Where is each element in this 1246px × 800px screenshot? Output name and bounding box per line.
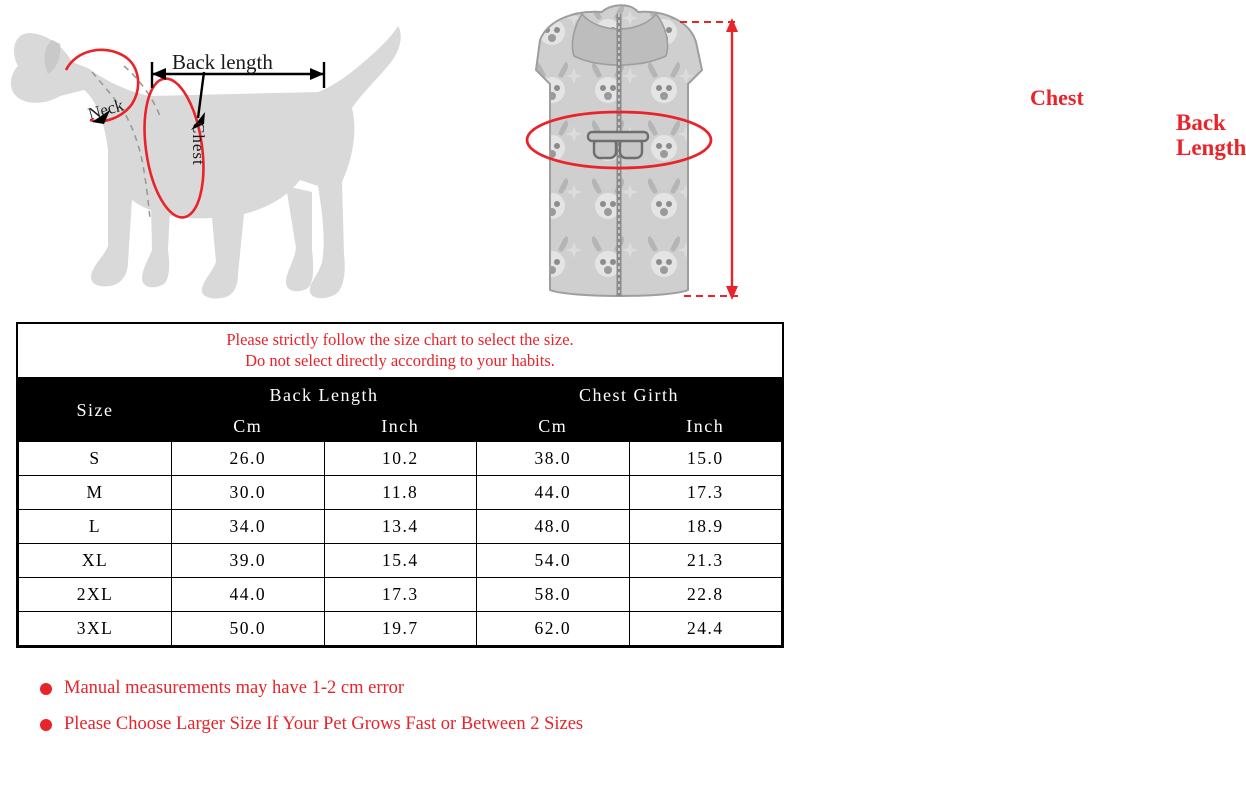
cell-chest-inch: 18.9 [629,510,782,544]
cell-back-inch: 11.8 [324,476,477,510]
cell-chest-inch: 24.4 [629,612,782,646]
cell-back-cm: 39.0 [172,544,325,578]
table-row [19,476,782,510]
vest-diagram [470,0,1246,318]
cell-chest-inch: 17.3 [629,476,782,510]
cell-chest-inch: 22.8 [629,578,782,612]
table-row [19,510,782,544]
dog-silhouette-svg [0,0,470,318]
cell-back-cm: 34.0 [172,510,325,544]
cell-chest-inch: 21.3 [629,544,782,578]
footnotes [16,676,784,748]
footnote-text: Manual measurements may have 1-2 cm error [64,678,405,698]
size-chart [16,322,784,648]
cell-back-cm: 26.0 [172,442,325,476]
header-chest-girth: Chest Girth [477,380,782,411]
size-table-head [19,380,782,442]
cell-back-cm: 50.0 [172,612,325,646]
vest-illustration-svg [470,0,800,318]
footnote-text: Please Choose Larger Size If Your Pet Grows Fast or Between 2 Sizes [64,714,584,735]
cell-chest-cm: 38.0 [477,442,630,476]
cell-chest-cm: 44.0 [477,476,630,510]
size-table [18,379,782,646]
dog-back-length-label: Back length [172,50,273,74]
header-chest-inch: Inch [629,411,782,442]
cell-back-inch: 17.3 [324,578,477,612]
cell-back-inch: 19.7 [324,612,477,646]
cell-size: L [19,510,172,544]
header-size: Size [19,380,172,442]
cell-size: S [19,442,172,476]
cell-chest-cm: 62.0 [477,612,630,646]
header-chest-cm: Cm [477,411,630,442]
table-row [19,612,782,646]
cell-chest-cm: 58.0 [477,578,630,612]
cell-size: 2XL [19,578,172,612]
bullet-icon [40,683,52,695]
cell-chest-inch: 15.0 [629,442,782,476]
header-back-length-cm: Cm [172,411,325,442]
dog-chest-label: Chest [189,122,208,166]
vest-chest-label: Chest [1030,85,1084,110]
header-back-length-inch: Inch [324,411,477,442]
cell-size: 3XL [19,612,172,646]
table-header-group-row [19,380,782,411]
cell-size: M [19,476,172,510]
cell-back-inch: 13.4 [324,510,477,544]
vest-back-length-label: Back Length [1176,110,1246,161]
illustration-area [0,0,1246,318]
size-chart-notice [18,324,782,379]
dog-diagram [0,0,470,318]
table-row [19,442,782,476]
notice-line-2: Do not select directly according to your habits. [245,350,555,370]
dog-neck-label: Neck [85,95,126,124]
table-row [19,544,782,578]
cell-chest-cm: 48.0 [477,510,630,544]
cell-chest-cm: 54.0 [477,544,630,578]
cell-back-cm: 44.0 [172,578,325,612]
size-table-body [19,442,782,646]
table-row [19,578,782,612]
bullet-icon [40,719,52,731]
cell-back-inch: 15.4 [324,544,477,578]
footnote-item [16,676,784,700]
notice-line-1: Please strictly follow the size chart to select the size. [226,330,574,349]
cell-back-inch: 10.2 [324,442,477,476]
footnote-item [16,712,784,736]
cell-back-cm: 30.0 [172,476,325,510]
header-back-length: Back Length [172,380,477,411]
cell-size: XL [19,544,172,578]
